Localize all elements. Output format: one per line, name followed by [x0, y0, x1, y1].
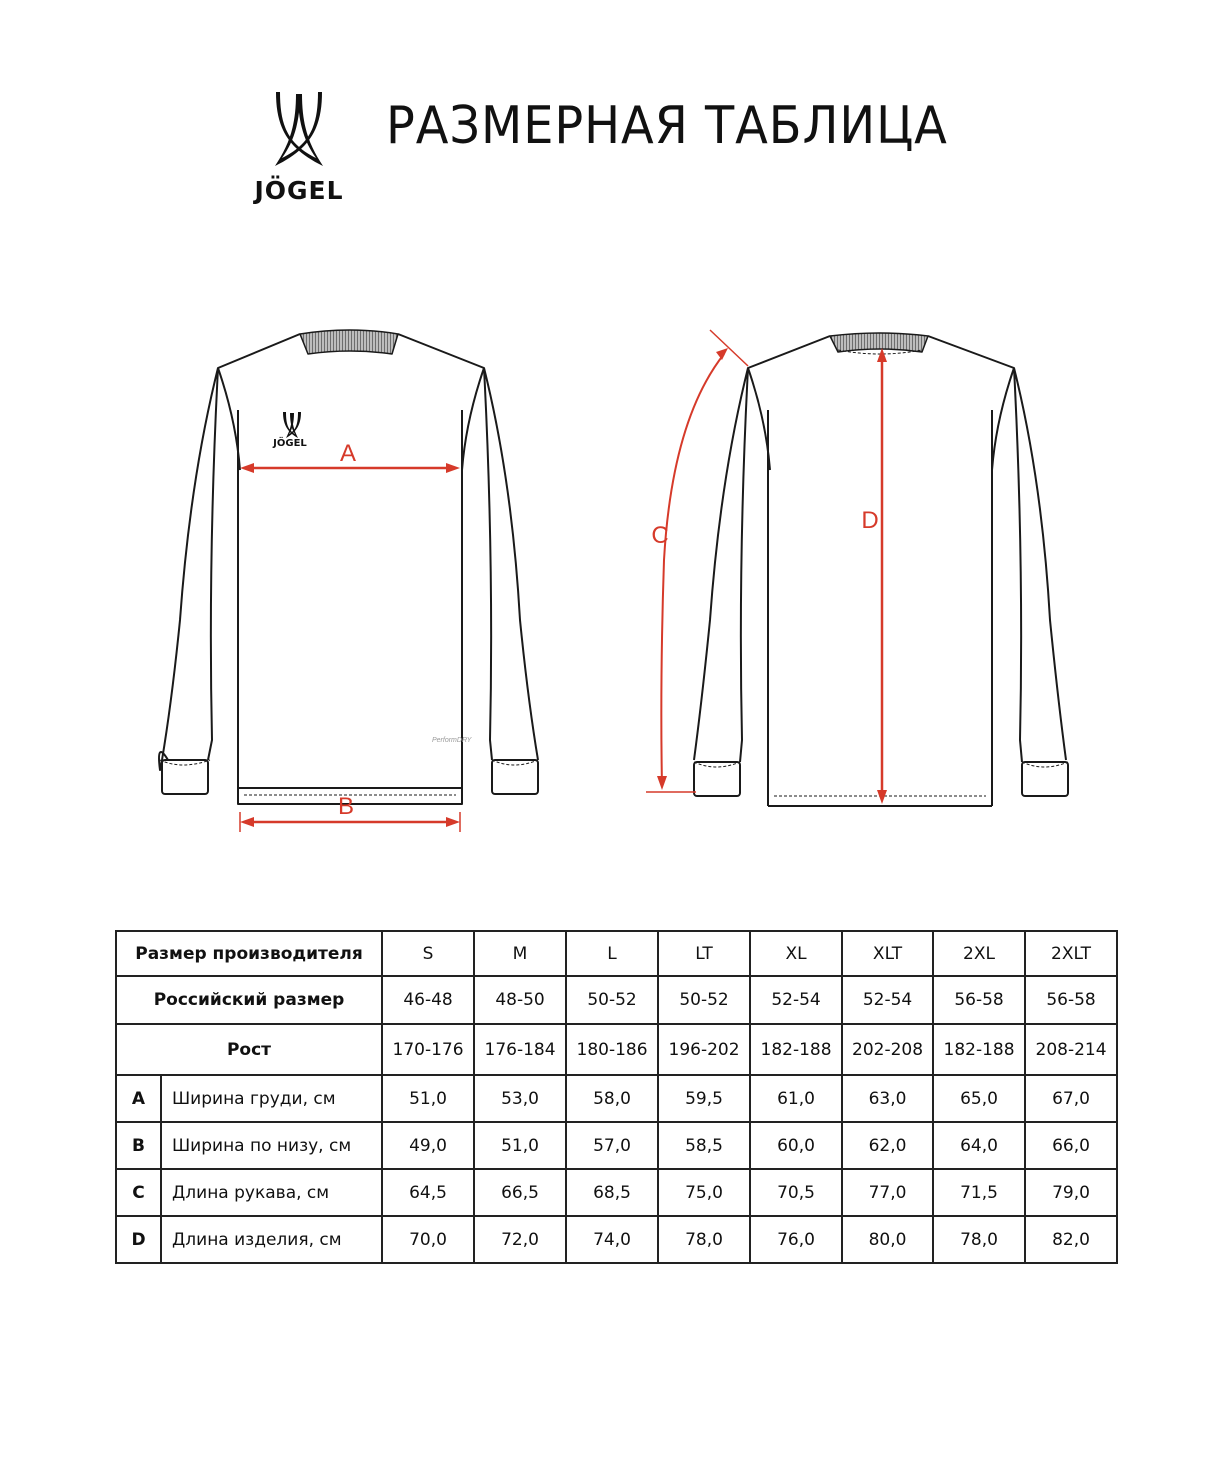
row-measure-b — [116, 1122, 1117, 1169]
measure-name: Ширина груди, см — [161, 1075, 382, 1122]
header-height: Рост — [116, 1024, 382, 1075]
size-table — [115, 930, 1118, 1264]
value-cell: 49,0 — [382, 1122, 474, 1169]
row-measure-c — [116, 1169, 1117, 1216]
value-cell: 70,5 — [750, 1169, 842, 1216]
size-cell: XL — [750, 931, 842, 976]
value-cell: 64,5 — [382, 1169, 474, 1216]
label-c: C — [651, 522, 669, 549]
row-russian-size — [116, 976, 1117, 1024]
back-collar — [830, 333, 928, 352]
value-cell: 58,5 — [658, 1122, 750, 1169]
performdry-print: PerformDRY — [432, 737, 472, 744]
size-cell: 2XLT — [1025, 931, 1117, 976]
row-height — [116, 1024, 1117, 1075]
height-cell: 208-214 — [1025, 1024, 1117, 1075]
measure-letter: A — [116, 1075, 161, 1122]
value-cell: 59,5 — [658, 1075, 750, 1122]
height-cell: 202-208 — [842, 1024, 933, 1075]
size-cell: L — [566, 931, 658, 976]
value-cell: 70,0 — [382, 1216, 474, 1263]
measure-c — [646, 330, 748, 792]
row-measure-d — [116, 1216, 1117, 1263]
value-cell: 57,0 — [566, 1122, 658, 1169]
measure-letter: B — [116, 1122, 161, 1169]
russian-size-cell: 50-52 — [566, 976, 658, 1024]
russian-size-cell: 50-52 — [658, 976, 750, 1024]
value-cell: 61,0 — [750, 1075, 842, 1122]
measure-name: Ширина по низу, см — [161, 1122, 382, 1169]
measure-name: Длина изделия, см — [161, 1216, 382, 1263]
chest-logo-text: JÖGEL — [273, 438, 307, 449]
height-cell: 196-202 — [658, 1024, 750, 1075]
brand-logo — [236, 86, 362, 206]
jogel-emblem-icon — [236, 86, 362, 176]
value-cell: 64,0 — [933, 1122, 1025, 1169]
value-cell: 76,0 — [750, 1216, 842, 1263]
measure-letter: D — [116, 1216, 161, 1263]
russian-size-cell: 52-54 — [750, 976, 842, 1024]
height-cell: 182-188 — [750, 1024, 842, 1075]
height-cell: 182-188 — [933, 1024, 1025, 1075]
height-cell: 170-176 — [382, 1024, 474, 1075]
value-cell: 66,0 — [1025, 1122, 1117, 1169]
value-cell: 79,0 — [1025, 1169, 1117, 1216]
label-d: D — [861, 507, 879, 534]
value-cell: 63,0 — [842, 1075, 933, 1122]
size-cell: XLT — [842, 931, 933, 976]
value-cell: 67,0 — [1025, 1075, 1117, 1122]
value-cell: 53,0 — [474, 1075, 566, 1122]
chest-logo-icon — [272, 412, 307, 449]
header-manufacturer: Размер производителя — [116, 931, 382, 976]
brand-wordmark: JÖGEL — [254, 176, 344, 205]
value-cell: 66,5 — [474, 1169, 566, 1216]
measure-d — [877, 348, 887, 804]
value-cell: 51,0 — [382, 1075, 474, 1122]
value-cell: 82,0 — [1025, 1216, 1117, 1263]
size-cell: 2XL — [933, 931, 1025, 976]
value-cell: 74,0 — [566, 1216, 658, 1263]
value-cell: 71,5 — [933, 1169, 1025, 1216]
label-b: B — [337, 793, 355, 820]
size-cell: S — [382, 931, 474, 976]
value-cell: 51,0 — [474, 1122, 566, 1169]
value-cell: 75,0 — [658, 1169, 750, 1216]
value-cell: 60,0 — [750, 1122, 842, 1169]
front-collar — [300, 330, 398, 354]
measure-letter: C — [116, 1169, 161, 1216]
size-cell: LT — [658, 931, 750, 976]
height-cell: 176-184 — [474, 1024, 566, 1075]
russian-size-cell: 56-58 — [933, 976, 1025, 1024]
garment-diagrams — [0, 300, 1230, 860]
page-title: РАЗМЕРНАЯ ТАБЛИЦА — [386, 96, 948, 156]
measure-name: Длина рукава, см — [161, 1169, 382, 1216]
value-cell: 62,0 — [842, 1122, 933, 1169]
value-cell: 65,0 — [933, 1075, 1025, 1122]
value-cell: 78,0 — [933, 1216, 1025, 1263]
value-cell: 80,0 — [842, 1216, 933, 1263]
value-cell: 68,5 — [566, 1169, 658, 1216]
value-cell: 77,0 — [842, 1169, 933, 1216]
header-russian: Российский размер — [116, 976, 382, 1024]
russian-size-cell: 46-48 — [382, 976, 474, 1024]
size-cell: M — [474, 931, 566, 976]
front-view — [159, 330, 538, 804]
value-cell: 58,0 — [566, 1075, 658, 1122]
value-cell: 72,0 — [474, 1216, 566, 1263]
row-measure-a — [116, 1075, 1117, 1122]
russian-size-cell: 52-54 — [842, 976, 933, 1024]
russian-size-cell: 56-58 — [1025, 976, 1117, 1024]
label-a: A — [339, 440, 357, 467]
height-cell: 180-186 — [566, 1024, 658, 1075]
row-manufacturer-size — [116, 931, 1117, 976]
russian-size-cell: 48-50 — [474, 976, 566, 1024]
value-cell: 78,0 — [658, 1216, 750, 1263]
